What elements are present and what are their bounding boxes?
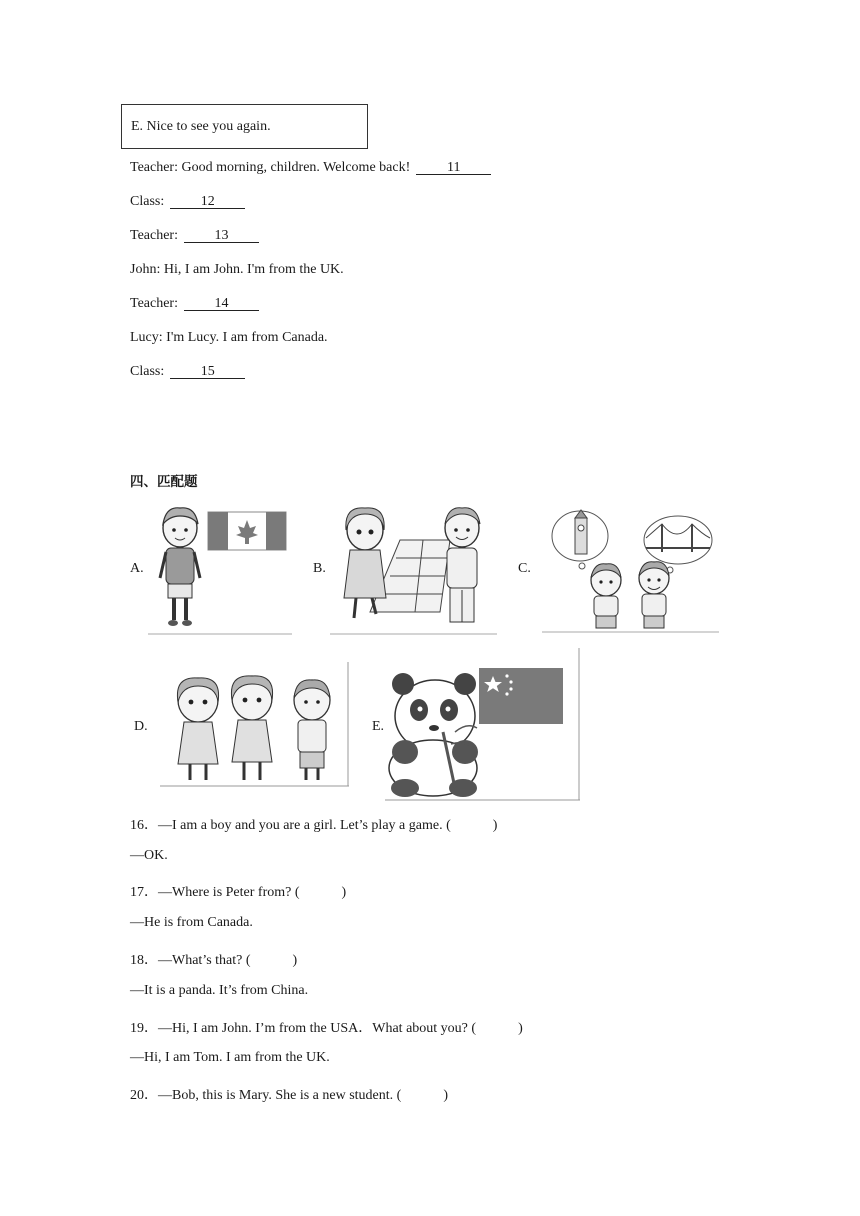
answer-blank[interactable]: 11 <box>416 161 491 175</box>
picture-e-panda-china <box>385 648 581 802</box>
dialogue-line: Class: 12 <box>130 194 245 210</box>
picture-a-boy-canada <box>148 500 293 636</box>
picture-d-three-children <box>160 662 350 788</box>
dialogue-line: Teacher: Good morning, children. Welcome back! 11 <box>130 160 491 176</box>
answer-blank[interactable]: 12 <box>170 195 245 209</box>
option-label-b: B. <box>313 561 326 576</box>
option-box-text: E. Nice to see you again. <box>131 119 271 134</box>
option-label-e: E. <box>372 719 385 734</box>
question-17: 17．—Where is Peter from? ( ) <box>130 885 347 900</box>
dialogue-line: Teacher: 13 <box>130 228 259 244</box>
answer-line: —It is a panda. It’s from China. <box>130 983 309 998</box>
section-heading: 四、匹配题 <box>130 474 198 490</box>
dialogue-line: John: Hi, I am John. I'm from the UK. <box>130 262 344 277</box>
dialogue-line: Teacher: 14 <box>130 296 259 312</box>
answer-line: —OK. <box>130 848 168 863</box>
answer-blank[interactable]: 15 <box>170 365 245 379</box>
answer-blank[interactable]: 14 <box>184 297 259 311</box>
option-box <box>121 104 368 149</box>
answer-line: —Hi, I am Tom. I am from the UK. <box>130 1050 330 1065</box>
question-16: 16．—I am a boy and you are a girl. Let’s play a game. ( ) <box>130 818 498 833</box>
question-19: 19．—Hi, I am John. I’m from the USA．What about you? ( ) <box>130 1021 523 1036</box>
option-label-c: C. <box>518 561 531 576</box>
picture-b-hopscotch <box>330 500 498 636</box>
option-label-a: A. <box>130 561 144 576</box>
dialogue-line: Lucy: I'm Lucy. I am from Canada. <box>130 330 328 345</box>
question-20: 20．—Bob, this is Mary. She is a new student. ( ) <box>130 1088 448 1103</box>
question-18: 18．—What’s that? ( ) <box>130 953 298 968</box>
dialogue-line: Class: 15 <box>130 364 245 380</box>
answer-line: —He is from Canada. <box>130 915 253 930</box>
picture-c-landmarks <box>542 508 720 636</box>
option-label-d: D. <box>134 719 148 734</box>
answer-blank[interactable]: 13 <box>184 229 259 243</box>
